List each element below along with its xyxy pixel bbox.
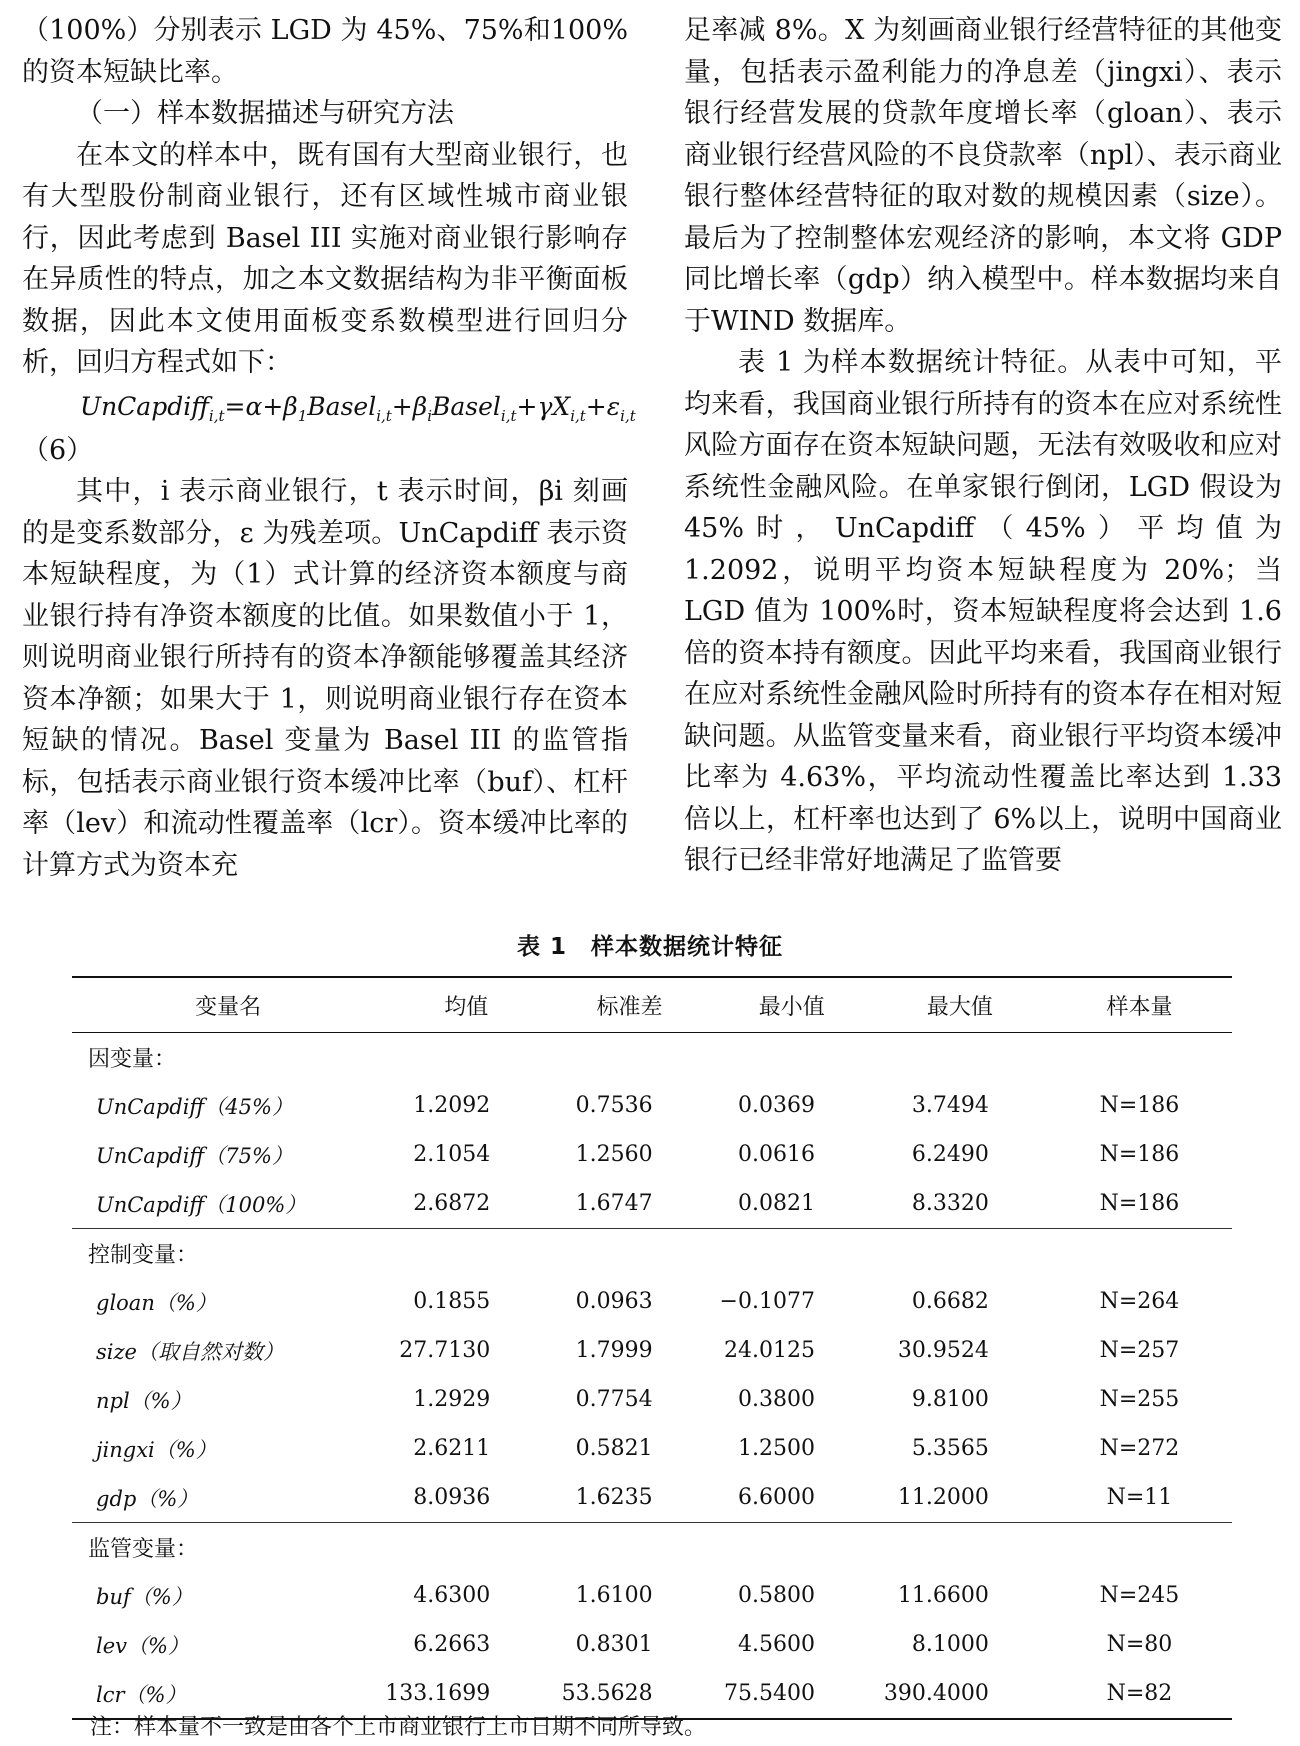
table-row xyxy=(72,1081,1232,1130)
n-cell: N=264 xyxy=(1099,1289,1180,1314)
min-cell: 0.5800 xyxy=(737,1583,815,1608)
sd-cell: 1.6235 xyxy=(575,1485,653,1510)
max-cell: 11.6600 xyxy=(897,1583,989,1608)
sd-cell: 0.8301 xyxy=(575,1632,653,1657)
n-cell: N=186 xyxy=(1099,1093,1180,1118)
variable-name: gloan（%） xyxy=(96,1290,217,1315)
max-cell: 9.8100 xyxy=(911,1387,989,1412)
table-row xyxy=(72,1571,1232,1620)
header-cell: 均值 xyxy=(444,994,489,1020)
max-cell: 6.2490 xyxy=(911,1142,989,1167)
paragraph: 足率减 8%。X 为刻画商业银行经营特征的其他变量，包括表示盈利能力的净息差（jingxi）、表示银行经营发展的贷款年度增长率（gloan）、表示商业银行经营风险的不良贷款率（npl）、表示商业银行整体经营特征的取对数的规模因素（size）。最后为了控制整体宏观经济的影响，本文将 GDP 同比增长率（gdp）纳入模型中。样本数据均来自于WIND 数据库。 xyxy=(684,15,1282,337)
paragraph: （100%）分别表示 LGD 为 45%、75%和100%的资本短缺比率。 xyxy=(22,15,628,88)
min-cell: 0.0821 xyxy=(737,1191,815,1216)
variable-name: buf（%） xyxy=(96,1584,193,1609)
equation-number: （6） xyxy=(22,434,94,466)
header-cell: 变量名 xyxy=(195,994,262,1020)
n-cell: N=272 xyxy=(1099,1436,1180,1461)
n-cell: N=257 xyxy=(1099,1338,1180,1363)
header-cell: 最大值 xyxy=(926,994,993,1020)
variable-name: UnCapdiff（100%） xyxy=(96,1192,307,1217)
min-cell: 24.0125 xyxy=(723,1338,815,1363)
table-row xyxy=(72,1130,1232,1179)
group-label: 控制变量： xyxy=(88,1242,199,1268)
mean-cell: 0.1855 xyxy=(413,1289,491,1314)
min-cell: 0.3800 xyxy=(737,1387,815,1412)
mean-cell: 6.2663 xyxy=(413,1632,491,1657)
max-cell: 8.1000 xyxy=(911,1632,989,1657)
mean-cell: 1.2092 xyxy=(413,1093,491,1118)
variable-name: npl（%） xyxy=(96,1388,192,1413)
n-cell: N=82 xyxy=(1106,1681,1173,1706)
mean-cell: 8.0936 xyxy=(413,1485,491,1510)
table-row xyxy=(72,1620,1232,1669)
section-heading: （一）样本数据描述与研究方法 xyxy=(76,98,454,129)
right-column xyxy=(684,10,1282,882)
group-row xyxy=(72,1229,1232,1278)
min-cell: 0.0369 xyxy=(737,1093,815,1118)
max-cell: 11.2000 xyxy=(897,1485,989,1510)
mean-cell: 1.2929 xyxy=(413,1387,491,1412)
mean-cell: 133.1699 xyxy=(385,1681,491,1706)
variable-name: lev（%） xyxy=(96,1633,189,1658)
sd-cell: 1.2560 xyxy=(575,1142,653,1167)
table-caption: 表 1 样本数据统计特征 xyxy=(516,934,783,960)
min-cell: 6.6000 xyxy=(737,1485,815,1510)
max-cell: 390.4000 xyxy=(883,1681,989,1706)
n-cell: N=11 xyxy=(1106,1485,1173,1510)
max-cell: 3.7494 xyxy=(911,1093,989,1118)
n-cell: N=186 xyxy=(1099,1191,1180,1216)
variable-name: size（取自然对数） xyxy=(96,1339,284,1364)
paragraph: 表 1 为样本数据统计特征。从表中可知，平均来看，我国商业银行所持有的资本在应对系统性风险方面存在资本短缺问题，无法有效吸收和应对系统性金融风险。在单家银行倒闭，LGD 假设为 45%时，UnCapdiff（45%）平均值为 1.2092，说明平均资本短缺程度为 20%；当 LGD 值为 100%时，资本短缺程度将会达到 1.6 倍的资本持有额度。因此平均来看，我国商业银行在应对系统性金融风险时所持有的资本存在相对短缺问题。从监管变量来看，商业银行平均资本缓冲比率为 4.63%，平均流动性覆盖比率达到 1.33 倍以上，杠杆率也达到了 6%以上，说明中国商业银行已经非常好地满足了监管要 xyxy=(684,347,1282,876)
table-row xyxy=(72,1473,1232,1523)
min-cell: −0.1077 xyxy=(719,1289,815,1314)
group-label: 监管变量： xyxy=(88,1536,199,1562)
header-cell: 标准差 xyxy=(596,994,663,1020)
mean-cell: 27.7130 xyxy=(399,1338,491,1363)
variable-name: UnCapdiff（75%） xyxy=(96,1143,293,1168)
mean-cell: 4.6300 xyxy=(413,1583,491,1608)
sd-cell: 0.7536 xyxy=(575,1093,653,1118)
max-cell: 8.3320 xyxy=(911,1191,989,1216)
min-cell: 1.2500 xyxy=(737,1436,815,1461)
variable-name: gdp（%） xyxy=(96,1486,199,1511)
equation: $UnCapdiff_{i,t}=\alpha+\beta_1Basel_{i,t}+\beta_iBasel_{i,t}+\gamma X_{i,t}+\varepsilon_{i,t}$ xyxy=(80,391,636,425)
min-cell: 4.5600 xyxy=(737,1632,815,1657)
table-note: 注：样本量不一致是由各个上市商业银行上市日期不同所导致。 xyxy=(90,1715,707,1740)
sd-cell: 1.7999 xyxy=(575,1338,653,1363)
mean-cell: 2.1054 xyxy=(413,1142,491,1167)
stats-table-container xyxy=(72,976,1232,1720)
sd-cell: 53.5628 xyxy=(561,1681,653,1706)
max-cell: 5.3565 xyxy=(911,1436,989,1461)
header-cell: 样本量 xyxy=(1106,994,1173,1020)
paragraph: 在本文的样本中，既有国有大型商业银行，也有大型股份制商业银行，还有区域性城市商业银行，因此考虑到 Basel III 实施对商业银行影响存在异质性的特点，加之本文数据结构为非平衡面板数据，因此本文使用面板变系数模型进行回归分析，回归方程式如下： xyxy=(22,139,628,378)
sd-cell: 0.5821 xyxy=(575,1436,653,1461)
sd-cell: 1.6747 xyxy=(575,1191,653,1216)
sd-cell: 0.7754 xyxy=(575,1387,653,1412)
sd-cell: 1.6100 xyxy=(575,1583,653,1608)
group-row xyxy=(72,1523,1232,1572)
left-column xyxy=(22,10,636,886)
group-row xyxy=(72,1033,1232,1082)
group-label: 因变量： xyxy=(88,1046,177,1072)
n-cell: N=186 xyxy=(1099,1142,1180,1167)
mean-cell: 2.6872 xyxy=(413,1191,491,1216)
stats-table xyxy=(72,976,1232,1720)
min-cell: 0.0616 xyxy=(737,1142,815,1167)
n-cell: N=245 xyxy=(1099,1583,1180,1608)
table-header-row xyxy=(72,977,1232,1033)
max-cell: 30.9524 xyxy=(897,1338,989,1363)
max-cell: 0.6682 xyxy=(911,1289,989,1314)
variable-name: jingxi（%） xyxy=(96,1437,217,1462)
n-cell: N=255 xyxy=(1099,1387,1180,1412)
table-row xyxy=(72,1277,1232,1326)
table-row xyxy=(72,1179,1232,1229)
table-row xyxy=(72,1375,1232,1424)
sd-cell: 0.0963 xyxy=(575,1289,653,1314)
n-cell: N=80 xyxy=(1106,1632,1173,1657)
paragraph: 其中，i 表示商业银行，t 表示时间，βi 刻画的是变系数部分，ε 为残差项。UnCapdiff 表示资本短缺程度，为（1）式计算的经济资本额度与商业银行持有净资本额度的比值。如果数值小于 1，则说明商业银行所持有的资本净额能够覆盖其经济资本净额；如果大于 1，则说明商业银行存在资本短缺的情况。Basel 变量为 Basel III 的监管指标，包括表示商业银行资本缓冲比率（buf）、杠杆率（lev）和流动性覆盖率（lcr）。资本缓冲比率的计算方式为资本充 xyxy=(22,476,628,881)
mean-cell: 2.6211 xyxy=(413,1436,491,1461)
min-cell: 75.5400 xyxy=(723,1681,815,1706)
variable-name: lcr（%） xyxy=(96,1682,187,1707)
variable-name: UnCapdiff（45%） xyxy=(96,1094,293,1119)
table-row xyxy=(72,1326,1232,1375)
header-cell: 最小值 xyxy=(758,994,825,1020)
table-row xyxy=(72,1424,1232,1473)
